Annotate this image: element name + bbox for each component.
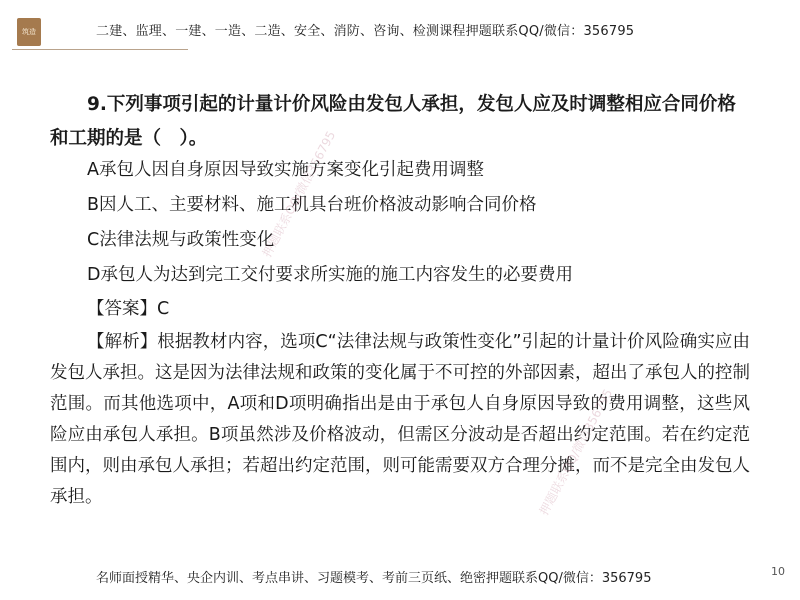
option-c: C法律法规与政策性变化 bbox=[87, 230, 275, 250]
page-number: 10 bbox=[771, 565, 785, 578]
logo: 筑造 bbox=[17, 18, 41, 46]
header-divider bbox=[12, 49, 188, 50]
option-d: D承包人为达到完工交付要求所实施的施工内容发生的必要费用 bbox=[87, 265, 573, 285]
option-a: A承包人因自身原因导致实施方案变化引起费用调整 bbox=[87, 160, 484, 180]
analysis: 【解析】根据教材内容，选项C“法律法规与政策性变化”引起的计量计价风险确实应由发包人承担。这是因为法律法规和政策的变化属于不可控的外部因素，超出了承包人的控制范围。而其他选项中，A项和D项明确指出是由于承包人自身原因导致的费用调整，这些风险应由承包人承担。B项虽然涉及价格波动，但需区分波动是否超出约定范围。若在约定范围内，则由承包人承担；若超出约定范围，则可能需要双方合理分摊，而不是完全由发包人承担。 bbox=[50, 332, 750, 507]
question-stem: 9.下列事项引起的计量计价风险由发包人承担，发包人应及时调整相应合同价格和工期的是（ ）。 bbox=[50, 94, 736, 149]
option-b: B因人工、主要材料、施工机具台班价格波动影响合同价格 bbox=[87, 195, 537, 215]
watermark: 押题联系QQ/微信356795 bbox=[259, 128, 339, 260]
answer: 【答案】C bbox=[87, 299, 170, 319]
watermark: 押题联系QQ/微信356795 bbox=[536, 386, 616, 518]
footer-contact-text: 名师面授精华、央企内训、考点串讲、习题模考、考前三页纸、绝密押题联系QQ/微信：356795 bbox=[96, 571, 652, 586]
header-contact-text: 二建、监理、一建、一造、二造、安全、消防、咨询、检测课程押题联系QQ/微信：356795 bbox=[96, 24, 635, 39]
